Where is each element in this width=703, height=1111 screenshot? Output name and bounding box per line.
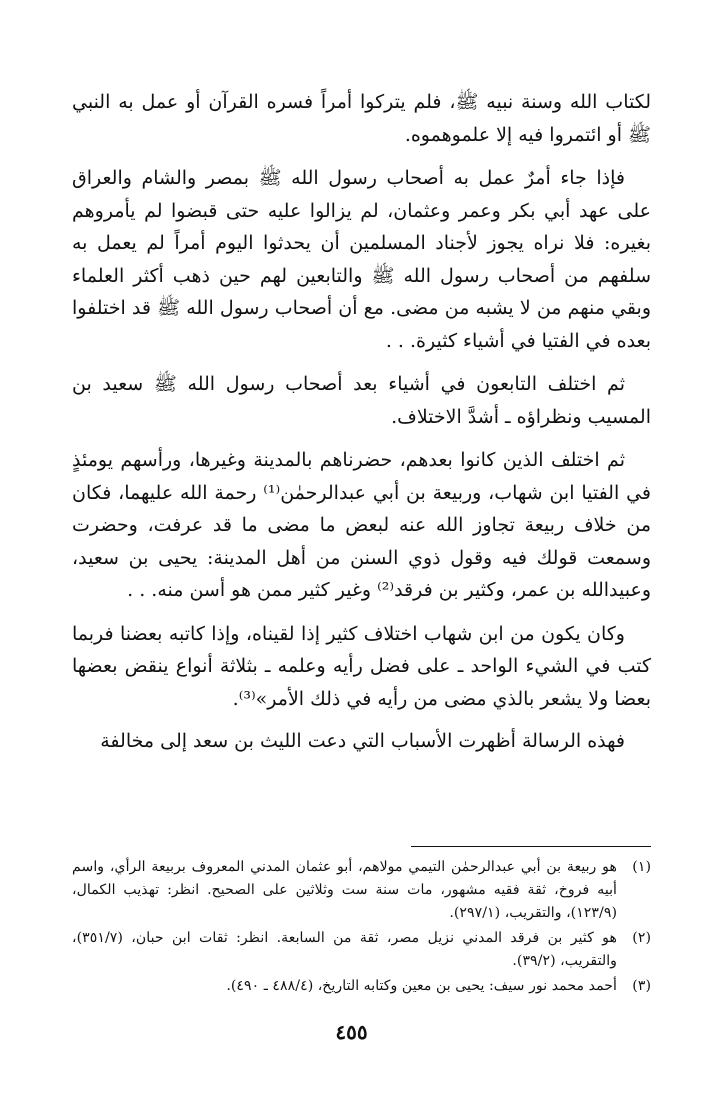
footnote-3	[72, 975, 651, 998]
footnote-number: (٣)	[632, 978, 651, 994]
footnote-text: أحمد محمد نور سيف: يحيى بن معين وكتابه التاريخ، (٤٨٨/٤ ـ ٤٩٠).	[226, 978, 617, 994]
footnote-number: (٢)	[632, 930, 651, 946]
paragraph-1: لكتاب الله وسنة نبيه ﷺ، فلم يتركوا أمراً فسره القرآن أو عمل به النبي ﷺ أو ائتمروا فيه إلا علموهموه.	[72, 91, 651, 146]
footnote-1	[72, 856, 651, 925]
page-number: ٤٥٥	[335, 1020, 368, 1044]
paragraph-6: فهذه الرسالة أظهرت الأسباب التي دعت الليث بن سعد إلى مخالفة	[100, 730, 625, 752]
main-text	[72, 86, 651, 767]
footnote-number: (١)	[632, 859, 651, 875]
paragraph-3: ثم اختلف التابعون في أشياء بعد أصحاب رسول الله ﷺ سعيد بن المسيب ونظراؤه ـ أشدَّ الاختلاف.	[72, 373, 651, 428]
paragraph-5: وكان يكون من ابن شهاب اختلاف كثير إذا لقيناه، وإذا كاتبه بعضنا فربما كتب في الشيء الواحد ـ على فضل رأيه وعلمه ـ بثلاثة أنواع ينقض بعضها بعضا ولا يشعر بالذي مضى من رأيه في ذلك الأمر»⁽³⁾.	[72, 622, 651, 710]
footnotes	[72, 856, 651, 1000]
footnote-text: هو كثير بن فرقد المدني نزيل مصر، ثقة من السابعة. انظر: ثقات ابن حبان، (٣٥١/٧)، والتقريب، (٣٩/٢).	[72, 930, 617, 969]
paragraph-4: ثم اختلف الذين كانوا بعدهم، حضرناهم بالمدينة وغيرها، ورأسهم يومئذٍ في الفتيا ابن شهاب، وربيعة بن أبي عبدالرحمٰن⁽¹⁾ رحمة الله عليهما، فكان من خلاف ربيعة تجاوز الله عنه لبعض ما مضى ما قد عرفت، وحضرت وسمعت قولك فيه وقول ذوي السنن من أهل المدينة: يحيى بن سعيد، وعبيدالله بن عمر، وكثير بن فرقد⁽²⁾ وغير كثير ممن هو أسن منه. . .	[72, 449, 651, 601]
footnote-2	[72, 927, 651, 973]
footnote-separator	[411, 846, 651, 847]
paragraph-2: فإذا جاء أمرٌ عمل به أصحاب رسول الله ﷺ بمصر والشام والعراق على عهد أبي بكر وعمر وعثمان، لم يزالوا عليه حتى قبضوا لم يأمروهم بغيره: فلا نراه يجوز لأجناد المسلمين أن يحدثوا اليوم أمراً لم يعمل به سلفهم من أصحاب رسول الله ﷺ والتابعين لهم حين ذهب أكثر العلماء وبقي منهم من لا يشبه من مضى. مع أن أصحاب رسول الله ﷺ قد اختلفوا بعده في الفتيا في أشياء كثيرة. . .	[72, 167, 651, 352]
footnote-text: هو ربيعة بن أبي عبدالرحمٰن التيمي مولاهم، أبو عثمان المدني المعروف بربيعة الرأي، واسم أبيه فروخ، ثقة فقيه مشهور، مات سنة ست وثلاثين على الصحيح. انظر: تهذيب الكمال، (١٢٣/٩)، والتقريب، (٢٩٧/١).	[72, 859, 617, 921]
